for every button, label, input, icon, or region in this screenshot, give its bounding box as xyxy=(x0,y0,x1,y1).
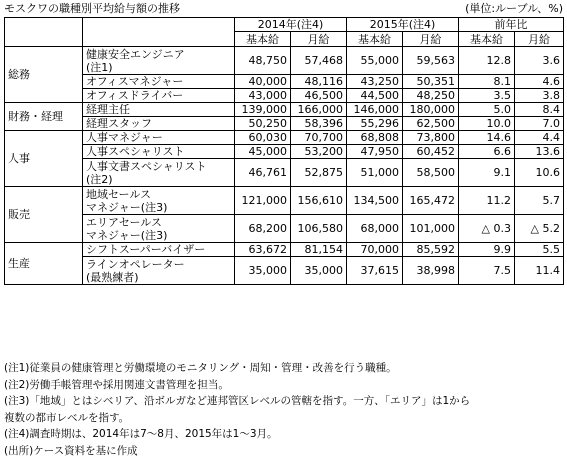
table-row xyxy=(5,187,564,215)
table-row xyxy=(5,257,564,285)
base-2015-cell: 51,000 xyxy=(347,159,403,187)
monthly-2015-cell: 180,000 xyxy=(403,103,459,117)
monthly-2015-cell: 59,563 xyxy=(403,47,459,75)
job-title-cell xyxy=(83,187,235,215)
monthly-2014-cell: 81,154 xyxy=(291,243,347,257)
monthly-2015-cell: 60,452 xyxy=(403,145,459,159)
job-title-line: 健康安全エンジニア xyxy=(86,47,185,61)
base-change-cell: 8.1 xyxy=(459,75,515,89)
base-2015-cell: 47,950 xyxy=(347,145,403,159)
job-title-cell xyxy=(83,257,235,285)
footnote-line: (注3)「地域」とはシベリア、沿ボルガなど連邦管区レベルの管轄を指す。一方、「エリア」は1から xyxy=(4,395,471,407)
base-2014-cell: 68,200 xyxy=(235,215,291,243)
header-monthly-change: 月給 xyxy=(515,32,564,47)
job-title-line: (最熟練者) xyxy=(86,270,139,284)
monthly-2015-cell: 50,351 xyxy=(403,75,459,89)
monthly-2015-cell: 73,800 xyxy=(403,131,459,145)
base-2014-cell: 121,000 xyxy=(235,187,291,215)
base-2015-cell: 146,000 xyxy=(347,103,403,117)
header-monthly-2014: 月給 xyxy=(291,32,347,47)
job-title-cell xyxy=(83,47,235,75)
monthly-2015-cell: 165,472 xyxy=(403,187,459,215)
base-change-cell: 5.0 xyxy=(459,103,515,117)
footnote-line: (注4)調査時期は、2014年は7～8月、2015年は1～3月。 xyxy=(4,428,278,440)
header-2015: 2015年(注4) xyxy=(347,18,459,32)
header-base-2014: 基本給 xyxy=(235,32,291,47)
base-2015-cell: 55,296 xyxy=(347,117,403,131)
base-2015-cell: 43,250 xyxy=(347,75,403,89)
monthly-change-cell: 10.6 xyxy=(515,159,564,187)
job-title-cell xyxy=(83,117,235,131)
base-2015-cell: 68,808 xyxy=(347,131,403,145)
header-2014: 2014年(注4) xyxy=(235,18,347,32)
job-title-line: ラインオペレーター xyxy=(86,257,185,271)
base-2015-cell: 44,500 xyxy=(347,89,403,103)
base-2014-cell: 45,000 xyxy=(235,145,291,159)
base-2014-cell: 43,000 xyxy=(235,89,291,103)
table-row xyxy=(5,215,564,243)
monthly-2014-cell: 53,200 xyxy=(291,145,347,159)
base-change-cell: 3.5 xyxy=(459,89,515,103)
salary-table xyxy=(4,17,564,285)
table-row xyxy=(5,75,564,89)
base-change-cell: 7.5 xyxy=(459,257,515,285)
monthly-change-cell: 3.6 xyxy=(515,47,564,75)
monthly-change-cell: 3.8 xyxy=(515,89,564,103)
footnote-line: (出所)ケース資料を基に作成 xyxy=(4,444,138,457)
footnote-line: (注2)労働手帳管理や採用関連文書管理を担当。 xyxy=(4,378,229,391)
monthly-2014-cell: 46,500 xyxy=(291,89,347,103)
job-title-line: (注2) xyxy=(86,172,113,186)
monthly-2015-cell: 38,998 xyxy=(403,257,459,285)
job-title-line: オフィスマネジャー xyxy=(86,75,184,88)
base-change-cell: 6.6 xyxy=(459,145,515,159)
base-2014-cell: 139,000 xyxy=(235,103,291,117)
base-change-cell: 10.0 xyxy=(459,117,515,131)
job-title-cell xyxy=(83,243,235,257)
monthly-2015-cell: 62,500 xyxy=(403,117,459,131)
job-title-line: 経理主任 xyxy=(86,103,130,116)
monthly-2015-cell: 101,000 xyxy=(403,215,459,243)
base-2014-cell: 63,672 xyxy=(235,243,291,257)
base-change-cell: 9.1 xyxy=(459,159,515,187)
base-2015-cell: 134,500 xyxy=(347,187,403,215)
job-title-cell xyxy=(83,159,235,187)
monthly-2014-cell: 35,000 xyxy=(291,257,347,285)
monthly-2014-cell: 52,875 xyxy=(291,159,347,187)
category-cell: 販売 xyxy=(5,187,83,243)
monthly-2014-cell: 106,580 xyxy=(291,215,347,243)
table-title: モスクワの職種別平均給与額の推移 xyxy=(4,2,180,15)
title-row xyxy=(4,2,563,16)
monthly-change-cell: △ 5.2 xyxy=(515,215,564,243)
job-title-line: マネジャー(注3) xyxy=(86,228,168,242)
base-2015-cell: 70,000 xyxy=(347,243,403,257)
job-title-cell xyxy=(83,131,235,145)
monthly-2014-cell: 70,700 xyxy=(291,131,347,145)
base-2014-cell: 35,000 xyxy=(235,257,291,285)
monthly-change-cell: 7.0 xyxy=(515,117,564,131)
base-2014-cell: 40,000 xyxy=(235,75,291,89)
monthly-2014-cell: 58,396 xyxy=(291,117,347,131)
table-row xyxy=(5,117,564,131)
job-title-line: 人事文書スペシャリスト xyxy=(86,159,207,173)
base-2015-cell: 68,000 xyxy=(347,215,403,243)
monthly-change-cell: 5.7 xyxy=(515,187,564,215)
monthly-2015-cell: 85,592 xyxy=(403,243,459,257)
table-row xyxy=(5,103,564,117)
job-title-line: シフトスーパーバイザー xyxy=(86,243,206,256)
footnote-line: (注1)従業員の健康管理と労働環境のモニタリング・周知・管理・改善を行う職種。 xyxy=(4,362,397,374)
base-2014-cell: 48,750 xyxy=(235,47,291,75)
header-empty-category xyxy=(5,18,83,47)
job-title-cell xyxy=(83,103,235,117)
base-2015-cell: 37,615 xyxy=(347,257,403,285)
table-row xyxy=(5,47,564,75)
base-change-cell: △ 0.3 xyxy=(459,215,515,243)
job-title-line: オフィスドライバー xyxy=(86,89,184,102)
monthly-2015-cell: 58,500 xyxy=(403,159,459,187)
job-title-cell xyxy=(83,75,235,89)
header-base-2015: 基本給 xyxy=(347,32,403,47)
header-row-periods xyxy=(5,18,564,32)
monthly-2014-cell: 156,610 xyxy=(291,187,347,215)
job-title-line: 人事マネジャー xyxy=(86,131,163,144)
header-base-change: 基本給 xyxy=(459,32,515,47)
category-cell: 人事 xyxy=(5,131,83,187)
job-title-line: 経理スタッフ xyxy=(86,117,152,130)
job-title-line: 地域セールス xyxy=(86,187,152,201)
job-title-line: マネジャー(注3) xyxy=(86,200,168,214)
category-cell: 生産 xyxy=(5,243,83,285)
header-monthly-2015: 月給 xyxy=(403,32,459,47)
table-row xyxy=(5,89,564,103)
unit-label: (単位:ルーブル、%) xyxy=(465,2,563,15)
base-change-cell: 12.8 xyxy=(459,47,515,75)
header-empty-job xyxy=(83,18,235,47)
monthly-change-cell: 5.5 xyxy=(515,243,564,257)
base-2015-cell: 55,000 xyxy=(347,47,403,75)
base-2014-cell: 60,030 xyxy=(235,131,291,145)
header-change: 前年比 xyxy=(459,18,564,32)
table-row xyxy=(5,159,564,187)
table-row xyxy=(5,145,564,159)
monthly-change-cell: 11.4 xyxy=(515,257,564,285)
monthly-change-cell: 4.6 xyxy=(515,75,564,89)
category-cell: 総務 xyxy=(5,47,83,103)
monthly-2014-cell: 166,000 xyxy=(291,103,347,117)
monthly-change-cell: 13.6 xyxy=(515,145,564,159)
base-change-cell: 14.6 xyxy=(459,131,515,145)
base-change-cell: 11.2 xyxy=(459,187,515,215)
job-title-line: 人事スペシャリスト xyxy=(86,145,185,158)
monthly-2014-cell: 48,116 xyxy=(291,75,347,89)
job-title-cell xyxy=(83,145,235,159)
monthly-2015-cell: 48,250 xyxy=(403,89,459,103)
category-cell: 財務・経理 xyxy=(5,103,83,131)
monthly-change-cell: 8.4 xyxy=(515,103,564,117)
base-2014-cell: 50,250 xyxy=(235,117,291,131)
monthly-2014-cell: 57,468 xyxy=(291,47,347,75)
job-title-cell xyxy=(83,89,235,103)
footnotes xyxy=(4,360,563,459)
table-row xyxy=(5,131,564,145)
job-title-cell xyxy=(83,215,235,243)
monthly-change-cell: 4.4 xyxy=(515,131,564,145)
base-change-cell: 9.9 xyxy=(459,243,515,257)
table-row xyxy=(5,243,564,257)
base-2014-cell: 46,761 xyxy=(235,159,291,187)
job-title-line: エリアセールス xyxy=(86,215,162,229)
footnote-line: 複数の都市レベルを指す。 xyxy=(4,411,130,424)
job-title-line: (注1) xyxy=(86,60,113,74)
